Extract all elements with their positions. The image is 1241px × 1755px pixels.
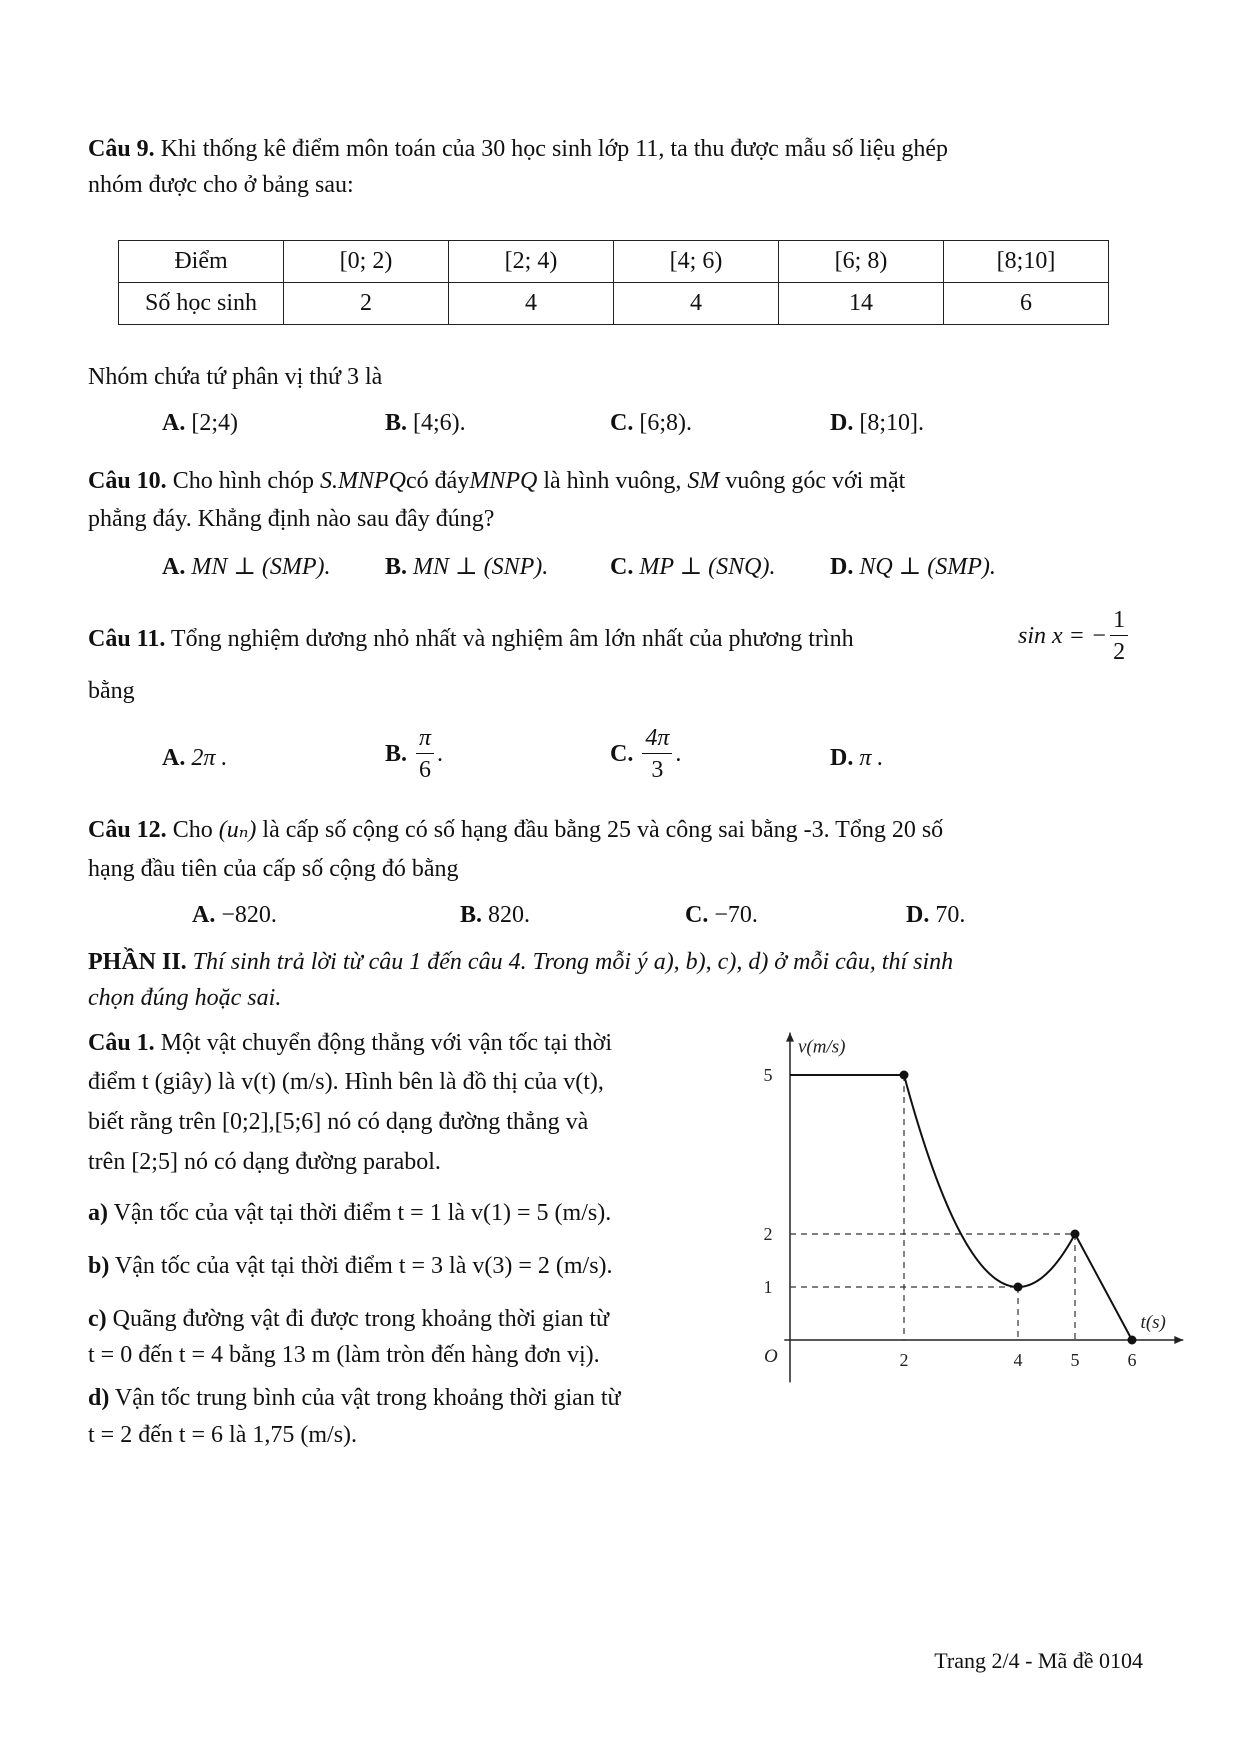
q9-option-b	[385, 408, 466, 438]
q10-line1	[88, 466, 905, 496]
q11-line1	[88, 624, 854, 654]
p2q1-label: Câu 1.	[88, 1030, 155, 1056]
p2q1-line3: biết rằng trên [0;2],[5;6] nó có dạng đường thẳng và	[88, 1109, 589, 1135]
option-letter: D.	[906, 902, 930, 928]
option-letter: A.	[162, 410, 186, 436]
p2q1-item-c	[88, 1304, 609, 1334]
q12-label: Câu 12.	[88, 817, 167, 843]
p2q1-item-d-cont: t = 2 đến t = 6 là 1,75 (m/s).	[88, 1422, 358, 1448]
fraction-denominator: 2	[1113, 639, 1126, 665]
p2q1-line4: trên [2;5] nó có dạng đường parabol.	[88, 1149, 441, 1175]
option-value: [2;4)	[191, 410, 238, 436]
q9-label: Câu 9.	[88, 136, 155, 162]
table-cell: 2	[284, 283, 449, 325]
option-letter: A.	[162, 745, 186, 771]
q10-text: là hình vuông,	[537, 468, 688, 494]
q10-label: Câu 10.	[88, 468, 167, 494]
q9-text: Khi thống kê điểm môn toán của 30 học sinh lớp 11, ta thu được mẫu số liệu ghép	[154, 136, 949, 162]
option-value: MN ⊥ (SNP).	[413, 554, 549, 580]
q10-option-d	[830, 552, 996, 582]
q10-option-b	[385, 552, 548, 582]
option-value: 70.	[935, 902, 966, 928]
q12-line2: hạng đầu tiên của cấp số cộng đó bằng	[88, 856, 459, 882]
q9-line1	[88, 134, 948, 164]
table-cell: Số học sinh	[119, 283, 284, 325]
velocity-curve	[790, 1075, 1132, 1340]
option-value: 2π .	[191, 745, 228, 771]
y-tick-label: 2	[763, 1224, 773, 1244]
option-letter: D.	[830, 554, 854, 580]
option-value: π .	[859, 745, 884, 771]
x-tick-label: 4	[1013, 1350, 1023, 1370]
x-tick-label: 5	[1070, 1350, 1080, 1370]
item-text: Vận tốc của vật tại thời điểm t = 3 là v(3) = 2 (m/s).	[109, 1253, 613, 1279]
x-axis-arrow	[1174, 1336, 1183, 1344]
q10-option-c	[610, 552, 775, 582]
fraction-numerator: 4π	[642, 726, 672, 754]
item-text: Quãng đường vật đi được trong khoảng thời gian từ	[106, 1306, 610, 1332]
fraction-numerator: π	[416, 726, 434, 754]
table-cell: [2; 4)	[449, 241, 614, 283]
fraction-denominator: 3	[651, 757, 664, 783]
option-value: [8;10].	[859, 410, 924, 436]
option-value: [4;6).	[413, 410, 466, 436]
page-footer: Trang 2/4 - Mã đề 0104	[934, 1648, 1143, 1673]
q11-line2: bằng	[88, 678, 135, 704]
q12-line1	[88, 815, 943, 845]
q12-option-b	[460, 900, 530, 930]
q10-base: MNPQ	[469, 468, 538, 494]
option-value: [6;8).	[639, 410, 692, 436]
x-tick-label: 2	[899, 1350, 909, 1370]
option-value: −70.	[714, 902, 758, 928]
p2q1-item-a	[88, 1198, 611, 1228]
option-letter: B.	[460, 902, 483, 928]
option-letter: B.	[385, 741, 408, 767]
y-tick-label: 5	[763, 1065, 773, 1085]
q12-sequence: (uₙ)	[218, 817, 257, 843]
q11-label: Câu 11.	[88, 626, 166, 652]
item-letter: c)	[88, 1306, 107, 1332]
q9-option-a	[162, 408, 238, 438]
y-axis-label: v(m/s)	[798, 1036, 846, 1058]
y-tick-label: 1	[763, 1277, 773, 1297]
option-value: MN ⊥ (SMP).	[191, 554, 331, 580]
table-cell: [8;10]	[944, 241, 1109, 283]
fraction-denominator: 6	[419, 757, 432, 783]
p2q1-item-b	[88, 1251, 613, 1281]
table-cell: 4	[449, 283, 614, 325]
item-text: Vận tốc trung bình của vật trong khoảng thời gian từ	[109, 1385, 621, 1411]
q9-prompt: Nhóm chứa tứ phân vị thứ 3 là	[88, 364, 383, 390]
part2-line1	[88, 947, 953, 977]
option-letter: C.	[610, 741, 634, 767]
q9-option-c	[610, 408, 692, 438]
item-letter: a)	[88, 1200, 108, 1226]
q12-text: là cấp số cộng có số hạng đầu bằng 25 và công sai bằng -3. Tổng 20 số	[256, 817, 944, 843]
table-cell: [4; 6)	[614, 241, 779, 283]
option-suffix: .	[675, 741, 682, 767]
table-cell: 6	[944, 283, 1109, 325]
x-tick-label: 6	[1127, 1350, 1137, 1370]
part2-line2	[88, 983, 281, 1013]
q11-option-a	[162, 743, 227, 773]
table-row	[119, 241, 1109, 283]
q12-option-c	[685, 900, 758, 930]
option-letter: C.	[685, 902, 709, 928]
x-axis-label: t(s)	[1140, 1312, 1166, 1333]
q11-equation	[1018, 608, 1131, 664]
equation-fraction	[1110, 608, 1128, 664]
table-cell: [6; 8)	[779, 241, 944, 283]
q10-option-a	[162, 552, 331, 582]
table-row	[119, 283, 1109, 325]
option-value: NQ ⊥ (SMP).	[859, 554, 996, 580]
p2q1-line1	[88, 1028, 612, 1058]
q10-pyramid: S.MNPQ	[320, 468, 407, 494]
data-point	[1014, 1283, 1023, 1292]
q10-text: có đáy	[406, 468, 470, 494]
item-letter: d)	[88, 1385, 110, 1411]
p2q1-item-c-cont: t = 0 đến t = 4 bằng 13 m (làm tròn đến hàng đơn vị).	[88, 1342, 600, 1368]
q12-option-d	[906, 900, 965, 930]
q12-text: Cho	[166, 817, 219, 843]
option-letter: D.	[830, 410, 854, 436]
option-fraction	[642, 726, 672, 782]
fraction-numerator: 1	[1110, 608, 1128, 636]
option-letter: A.	[162, 554, 186, 580]
q10-edge: SM	[687, 468, 720, 494]
data-point	[900, 1071, 909, 1080]
data-point	[1071, 1230, 1080, 1239]
q11-text: Tổng nghiệm dương nhỏ nhất và nghiệm âm lớn nhất của phương trình	[165, 626, 854, 652]
q9-line2: nhóm được cho ở bảng sau:	[88, 172, 354, 198]
part2-instructions: Thí sinh trả lời từ câu 1 đến câu 4. Trong mỗi ý a), b), c), d) ở mỗi câu, thí sinh	[186, 949, 954, 975]
option-letter: A.	[192, 902, 216, 928]
velocity-time-graph	[760, 1025, 1200, 1395]
q11-option-d	[830, 743, 883, 773]
data-point	[1128, 1336, 1137, 1345]
item-text: Vận tốc của vật tại thời điểm t = 1 là v(1) = 5 (m/s).	[108, 1200, 612, 1226]
p2q1-item-d	[88, 1383, 621, 1413]
option-value: MP ⊥ (SNQ).	[639, 554, 776, 580]
q11-option-c	[610, 726, 681, 782]
option-value: −820.	[221, 902, 277, 928]
origin-label: O	[764, 1346, 778, 1367]
equation-lhs: sin x = −	[1018, 623, 1108, 649]
option-letter: B.	[385, 410, 408, 436]
part2-instructions-cont: chọn đúng hoặc sai.	[88, 985, 282, 1011]
q11-option-b	[385, 726, 443, 782]
part2-label: PHẦN II.	[88, 949, 187, 975]
option-suffix: .	[437, 741, 444, 767]
option-letter: C.	[610, 554, 634, 580]
q10-text: vuông góc với mặt	[719, 468, 906, 494]
option-letter: C.	[610, 410, 634, 436]
table-cell: 14	[779, 283, 944, 325]
option-value: 820.	[488, 902, 531, 928]
y-axis-arrow	[786, 1033, 794, 1042]
q10-line2: phẳng đáy. Khẳng định nào sau đây đúng?	[88, 506, 495, 532]
p2q1-line2: điểm t (giây) là v(t) (m/s). Hình bên là đồ thị của v(t),	[88, 1069, 604, 1095]
item-letter: b)	[88, 1253, 110, 1279]
q12-option-a	[192, 900, 277, 930]
table-cell: Điểm	[119, 241, 284, 283]
option-fraction	[416, 726, 434, 782]
option-letter: B.	[385, 554, 408, 580]
p2q1-text: Một vật chuyển động thẳng với vận tốc tại thời	[154, 1030, 612, 1056]
table-cell: [0; 2)	[284, 241, 449, 283]
frequency-table	[118, 240, 1109, 325]
table-cell: 4	[614, 283, 779, 325]
option-letter: D.	[830, 745, 854, 771]
q9-option-d	[830, 408, 924, 438]
q10-text: Cho hình chóp	[166, 468, 321, 494]
